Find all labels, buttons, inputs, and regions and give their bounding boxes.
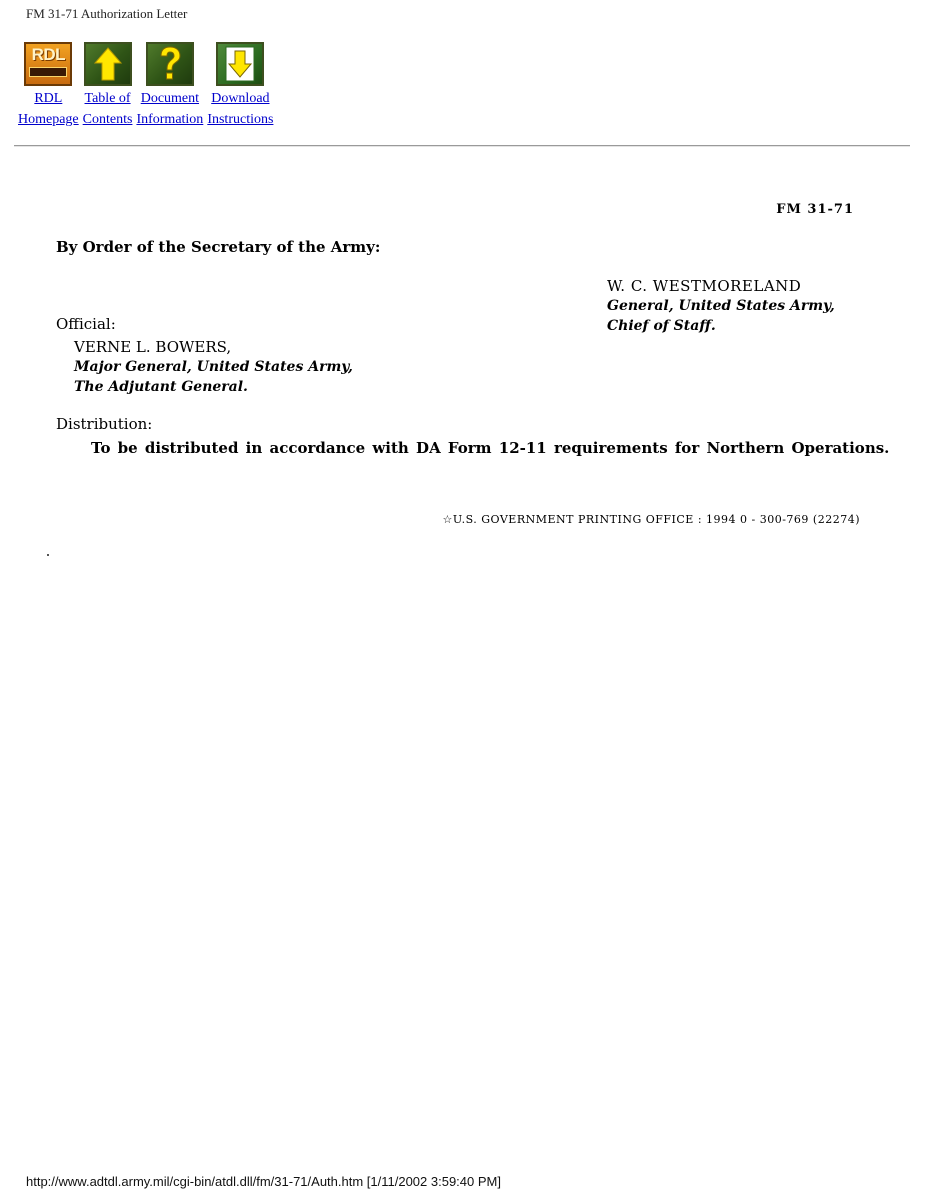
nav-label-rdl-line1[interactable]: RDL	[34, 91, 63, 106]
by-order-line: By Order of the Secretary of the Army:	[56, 238, 381, 256]
distribution-label: Distribution:	[56, 415, 153, 433]
nav-label-docinfo-line1[interactable]: Document	[140, 91, 200, 106]
page-header-title: FM 31-71 Authorization Letter	[26, 6, 188, 21]
nav-label-toc-line2[interactable]: Contents	[82, 112, 133, 127]
signer-title-2: Chief of Staff.	[607, 318, 716, 334]
official-label: Official:	[56, 315, 116, 333]
fm-number: FM 31-71	[776, 202, 854, 217]
stray-dot	[47, 554, 49, 556]
distribution-text: To be distributed in accordance with DA Form 12-11 requirements for Northern Operations.	[91, 439, 890, 457]
official-title-1: Major General, United States Army,	[74, 359, 353, 375]
official-name: VERNE L. BOWERS,	[74, 338, 232, 356]
official-title-2: The Adjutant General.	[74, 379, 248, 395]
nav-label-download-line1[interactable]: Download	[211, 91, 270, 106]
nav-label-download-line2[interactable]: Instructions	[207, 112, 274, 127]
nav-label-docinfo-line2[interactable]: Information	[136, 112, 204, 127]
nav-label-toc-line1[interactable]: Table of	[84, 91, 131, 106]
rdl-logo-text: RDL	[31, 45, 66, 64]
nav-label-rdl-line2[interactable]: Homepage	[18, 112, 79, 127]
signer-title-1: General, United States Army,	[607, 298, 835, 314]
gpo-printing-line: ☆U.S. GOVERNMENT PRINTING OFFICE : 1994 0 - 300-769 (22274)	[442, 513, 860, 526]
signer-block	[607, 276, 835, 336]
signer-name: W. C. WESTMORELAND	[607, 277, 802, 295]
page-footer-url: http://www.adtdl.army.mil/cgi-bin/atdl.dll/fm/31-71/Auth.htm [1/11/2002 3:59:40 PM]	[26, 1174, 501, 1189]
official-block	[74, 337, 353, 397]
